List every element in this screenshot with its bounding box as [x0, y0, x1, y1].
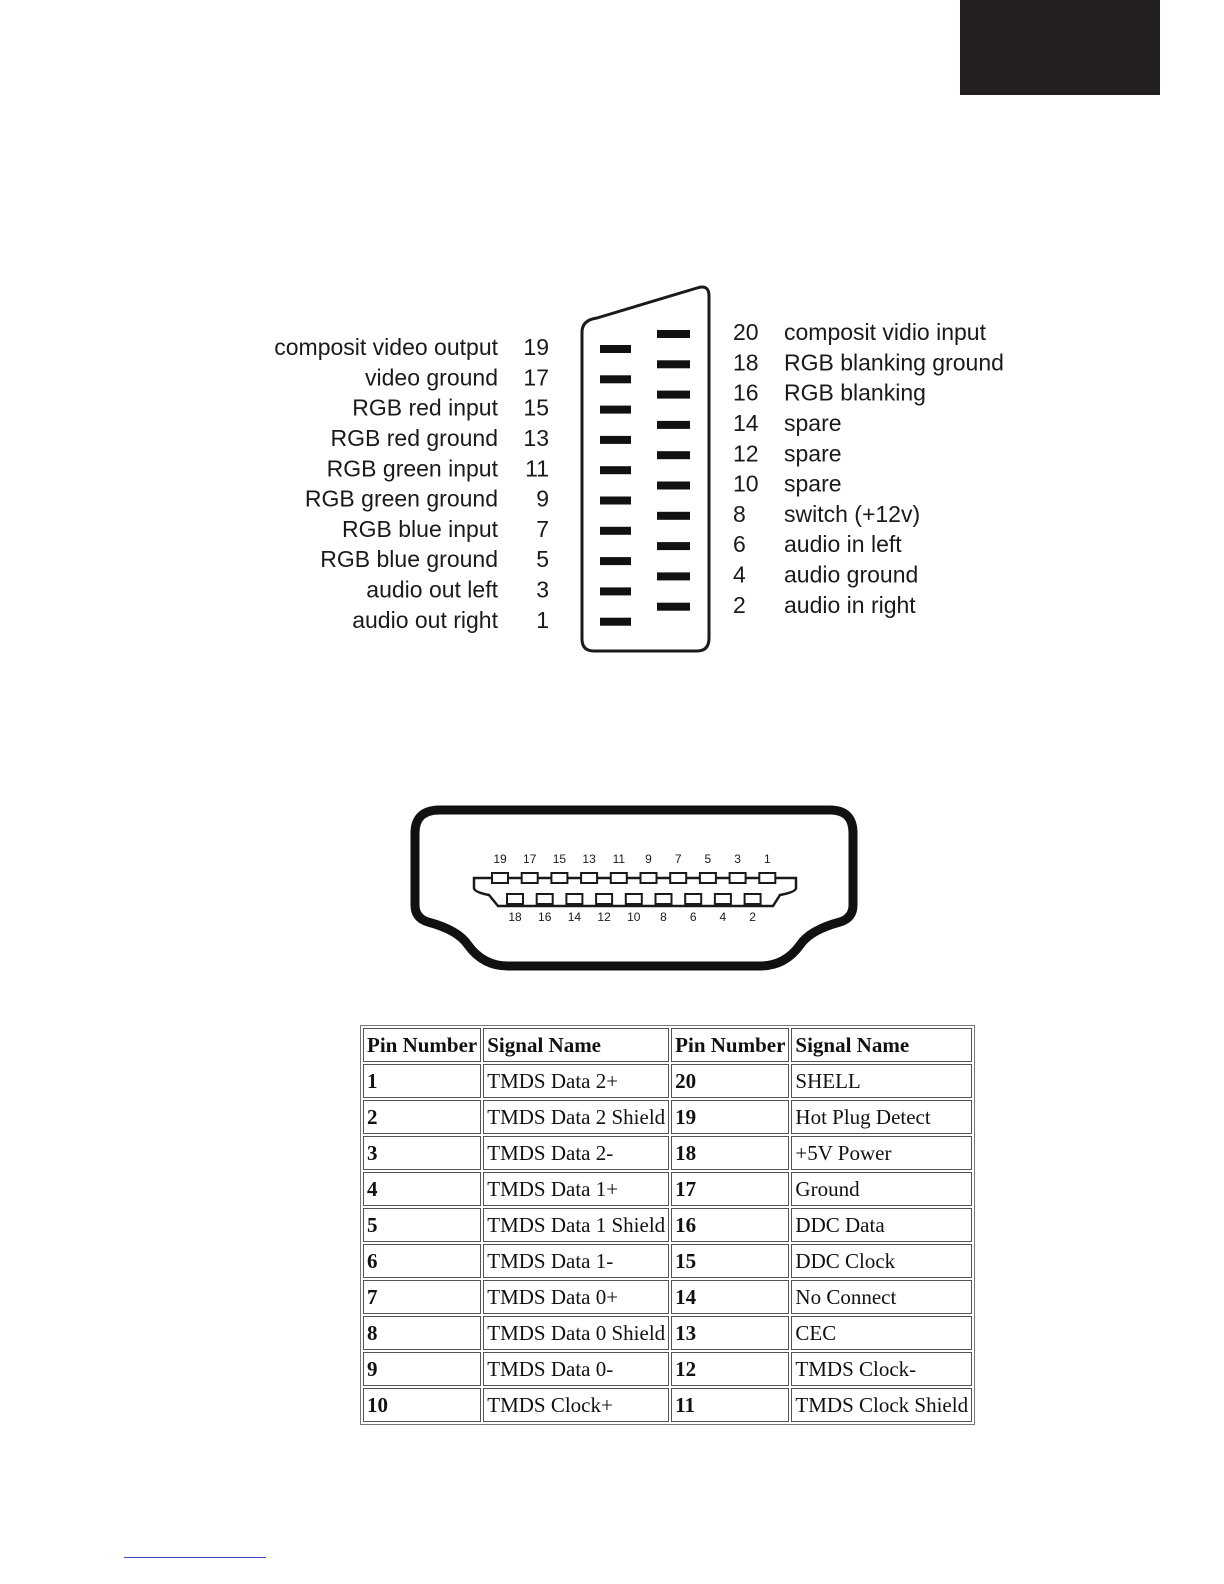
hdmi-pin-number: 18	[508, 910, 522, 924]
hdmi-pin-number: 12	[597, 910, 611, 924]
scart-pin-17	[365, 364, 631, 390]
scart-pin-label: audio in right	[784, 591, 916, 618]
table-row	[363, 1064, 972, 1098]
scart-contact	[657, 330, 690, 338]
scart-pin-label: spare	[784, 440, 842, 467]
scart-pin-number: 10	[733, 470, 759, 497]
hdmi-pin-number: 17	[523, 852, 537, 866]
hdmi-pin-14	[566, 894, 582, 904]
signal-name-cell: TMDS Data 0 Shield	[483, 1316, 669, 1350]
hdmi-pin-2	[745, 894, 761, 904]
pin-number-cell: 19	[671, 1100, 789, 1134]
scart-pin-number: 11	[525, 455, 549, 482]
table-header-row	[363, 1028, 972, 1062]
scart-pin-8	[657, 501, 920, 527]
scart-contact	[600, 527, 631, 535]
scart-contact	[600, 557, 631, 565]
scart-diagram	[0, 270, 1224, 670]
header-pin-number: Pin Number	[363, 1028, 481, 1062]
table-row	[363, 1388, 972, 1422]
signal-name-cell: TMDS Data 1-	[483, 1244, 669, 1278]
scart-pin-number: 3	[536, 576, 549, 603]
pin-number-cell: 4	[363, 1172, 481, 1206]
scart-contact	[600, 406, 631, 414]
hdmi-pin-number: 11	[612, 852, 626, 866]
hdmi-pin-number: 9	[645, 852, 652, 866]
footer-rule	[124, 1557, 266, 1558]
scart-pin-number: 19	[523, 334, 549, 361]
scart-contact	[657, 482, 690, 490]
scart-pin-label: switch (+12v)	[784, 500, 921, 527]
pin-number-cell: 5	[363, 1208, 481, 1242]
hdmi-pin-6	[685, 894, 701, 904]
pin-number-cell: 10	[363, 1388, 481, 1422]
signal-name-cell: TMDS Data 2 Shield	[483, 1100, 669, 1134]
scart-pin-number: 17	[523, 364, 549, 391]
hdmi-pin-number: 16	[538, 910, 552, 924]
corner-tab	[960, 0, 1160, 95]
pin-number-cell: 11	[671, 1388, 789, 1422]
pin-number-cell: 2	[363, 1100, 481, 1134]
table-row	[363, 1100, 972, 1134]
signal-name-cell: TMDS Clock-	[791, 1352, 972, 1386]
hdmi-pin-7	[670, 873, 686, 883]
scart-pin-label: RGB green input	[326, 455, 498, 482]
header-signal-name: Signal Name	[483, 1028, 669, 1062]
scart-pin-7	[342, 516, 631, 542]
scart-pin-14	[657, 410, 842, 436]
signal-name-cell: TMDS Data 0+	[483, 1280, 669, 1314]
scart-contact	[657, 421, 690, 429]
hdmi-pin-1	[759, 873, 775, 883]
scart-pin-2	[657, 592, 916, 618]
scart-contact	[657, 512, 690, 520]
scart-pin-label: RGB green ground	[304, 485, 498, 512]
scart-pin-label: audio ground	[784, 561, 919, 588]
hdmi-pin-12	[596, 894, 612, 904]
scart-pin-number: 6	[733, 531, 746, 558]
scart-pin-number: 7	[536, 515, 549, 542]
table-row	[363, 1244, 972, 1278]
scart-contact	[657, 451, 690, 459]
hdmi-pin-11	[611, 873, 627, 883]
pin-number-cell: 8	[363, 1316, 481, 1350]
scart-pin-number: 8	[733, 500, 746, 527]
scart-pin-19	[274, 334, 631, 360]
scart-contact	[600, 436, 631, 444]
hdmi-pin-number: 13	[582, 852, 596, 866]
signal-name-cell: Hot Plug Detect	[791, 1100, 972, 1134]
hdmi-pin-number: 19	[493, 852, 507, 866]
pin-number-cell: 17	[671, 1172, 789, 1206]
scart-pin-20	[657, 319, 987, 345]
pin-number-cell: 12	[671, 1352, 789, 1386]
table-row	[363, 1352, 972, 1386]
hdmi-pin-number: 3	[734, 852, 741, 866]
hdmi-pin-18	[507, 894, 523, 904]
scart-contact	[600, 375, 631, 383]
scart-pin-number: 9	[536, 485, 549, 512]
scart-contact	[600, 345, 631, 353]
scart-pin-label: audio out right	[352, 606, 498, 633]
signal-name-cell: TMDS Data 2+	[483, 1064, 669, 1098]
header-signal-name: Signal Name	[791, 1028, 972, 1062]
hdmi-pin-number: 1	[763, 852, 771, 866]
scart-contact	[657, 572, 690, 580]
scart-contact	[657, 542, 690, 550]
scart-pin-label: RGB blanking ground	[784, 349, 1004, 376]
hdmi-pin-9	[641, 873, 657, 883]
hdmi-pin-table	[360, 1025, 975, 1425]
signal-name-cell: +5V Power	[791, 1136, 972, 1170]
scart-contact	[600, 587, 631, 595]
scart-pin-3	[366, 576, 631, 602]
hdmi-pin-5	[700, 873, 716, 883]
pin-number-cell: 9	[363, 1352, 481, 1386]
hdmi-connector-outline	[415, 810, 853, 966]
scart-pin-number: 13	[523, 424, 549, 451]
hdmi-pin-number: 7	[674, 852, 682, 866]
header-pin-number: Pin Number	[671, 1028, 789, 1062]
scart-pin-6	[657, 531, 902, 557]
pin-number-cell: 1	[363, 1064, 481, 1098]
scart-pin-label: video ground	[365, 364, 498, 391]
table-row	[363, 1208, 972, 1242]
scart-pin-number: 18	[733, 349, 759, 376]
scart-pin-number: 4	[733, 561, 746, 588]
scart-pin-label: RGB red input	[352, 394, 498, 421]
signal-name-cell: TMDS Data 2-	[483, 1136, 669, 1170]
hdmi-pin-number: 14	[567, 910, 582, 924]
hdmi-pin-number: 5	[704, 852, 712, 866]
signal-name-cell: DDC Data	[791, 1208, 972, 1242]
hdmi-pin-3	[730, 873, 746, 883]
scart-pin-label: RGB red ground	[330, 424, 498, 451]
scart-pin-12	[657, 440, 842, 466]
hdmi-pin-17	[522, 873, 538, 883]
signal-name-cell: DDC Clock	[791, 1244, 972, 1278]
scart-pin-4	[657, 561, 918, 587]
scart-pin-number: 2	[733, 591, 746, 618]
scart-pin-number: 15	[523, 394, 549, 421]
scart-pin-number: 20	[733, 319, 759, 346]
hdmi-pin-15	[551, 873, 567, 883]
hdmi-pin-number: 10	[627, 910, 641, 924]
scart-contact	[657, 360, 690, 368]
scart-pin-number: 12	[733, 440, 759, 467]
signal-name-cell: TMDS Clock Shield	[791, 1388, 972, 1422]
pin-number-cell: 7	[363, 1280, 481, 1314]
scart-pin-label: composit vidio input	[784, 319, 986, 346]
hdmi-pin-number: 6	[689, 910, 697, 924]
scart-pin-number: 14	[733, 409, 759, 436]
pin-number-cell: 15	[671, 1244, 789, 1278]
scart-pin-label: RGB blanking	[784, 379, 926, 406]
scart-pin-label: composit video output	[274, 334, 498, 361]
pin-number-cell: 16	[671, 1208, 789, 1242]
signal-name-cell: TMDS Data 1 Shield	[483, 1208, 669, 1242]
table-row	[363, 1136, 972, 1170]
scart-pin-label: spare	[784, 470, 842, 497]
scart-pin-label: spare	[784, 409, 842, 436]
hdmi-pin-number: 2	[749, 910, 756, 924]
signal-name-cell: No Connect	[791, 1280, 972, 1314]
signal-name-cell: TMDS Data 0-	[483, 1352, 669, 1386]
scart-pin-label: audio out left	[366, 576, 498, 603]
hdmi-pin-19	[492, 873, 508, 883]
hdmi-pin-16	[537, 894, 553, 904]
scart-pin-15	[352, 395, 631, 421]
scart-pin-label: audio in left	[784, 531, 902, 558]
scart-contact	[600, 497, 631, 505]
hdmi-pin-number: 4	[719, 910, 727, 924]
hdmi-pin-13	[581, 873, 597, 883]
pin-number-cell: 13	[671, 1316, 789, 1350]
hdmi-pin-number: 8	[660, 910, 667, 924]
pin-number-cell: 3	[363, 1136, 481, 1170]
scart-pin-13	[331, 425, 631, 451]
hdmi-pin-10	[626, 894, 642, 904]
scart-pin-1	[352, 607, 631, 633]
scart-pin-number: 1	[536, 606, 549, 633]
signal-name-cell: CEC	[791, 1316, 972, 1350]
pin-number-cell: 6	[363, 1244, 481, 1278]
hdmi-pin-number: 15	[552, 852, 567, 866]
hdmi-diagram	[0, 790, 1224, 990]
scart-pin-16	[657, 380, 926, 406]
scart-contact	[657, 391, 690, 399]
signal-name-cell: Ground	[791, 1172, 972, 1206]
scart-pin-label: RGB blue ground	[320, 546, 498, 573]
scart-pin-number: 5	[536, 546, 549, 573]
signal-name-cell: TMDS Data 1+	[483, 1172, 669, 1206]
hdmi-pin-4	[715, 894, 731, 904]
table-row	[363, 1280, 972, 1314]
scart-pin-number: 16	[733, 379, 759, 406]
pin-number-cell: 20	[671, 1064, 789, 1098]
scart-contact	[600, 618, 631, 626]
signal-name-cell: SHELL	[791, 1064, 972, 1098]
pin-number-cell: 18	[671, 1136, 789, 1170]
scart-contact	[657, 603, 690, 611]
signal-name-cell: TMDS Clock+	[483, 1388, 669, 1422]
scart-contact	[600, 466, 631, 474]
table-row	[363, 1316, 972, 1350]
table-row	[363, 1172, 972, 1206]
hdmi-pin-8	[656, 894, 672, 904]
scart-pin-5	[320, 546, 631, 572]
scart-pin-10	[657, 471, 842, 497]
pin-number-cell: 14	[671, 1280, 789, 1314]
scart-pin-11	[327, 455, 631, 481]
scart-pin-label: RGB blue input	[342, 515, 498, 542]
